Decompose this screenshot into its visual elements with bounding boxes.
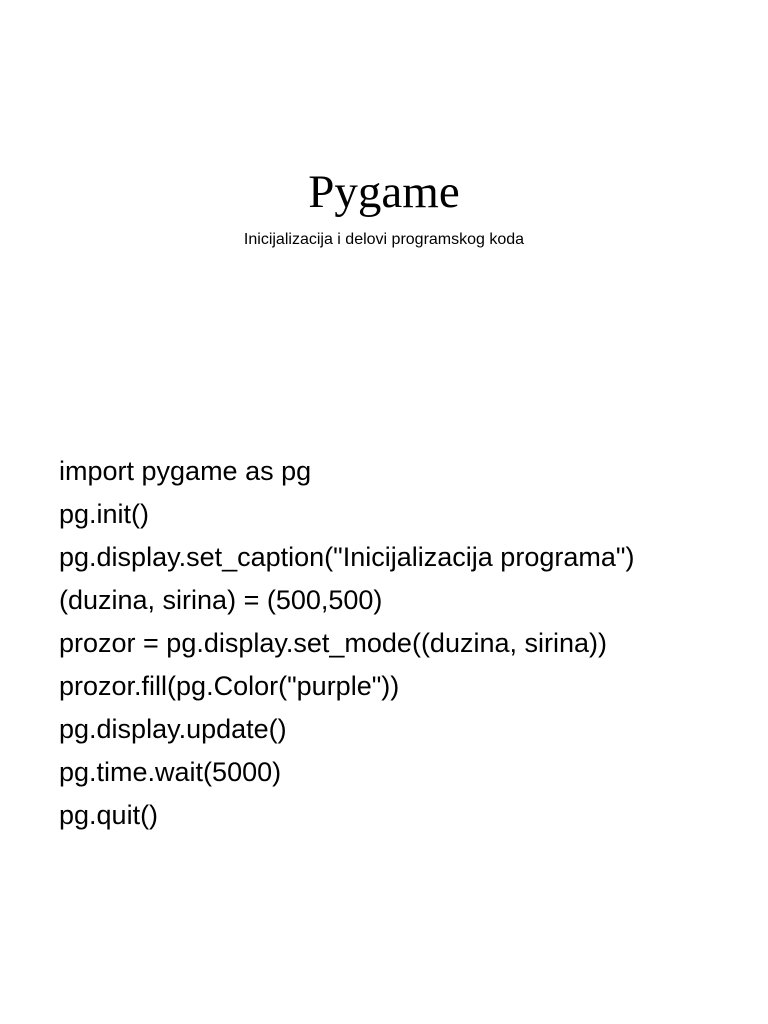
slide-subtitle: Inicijalizacija i delovi programskog koda [243, 231, 525, 248]
code-line: prozor = pg.display.set_mode((duzina, sirina)) [59, 628, 608, 658]
code-line: import pygame as pg [59, 456, 312, 486]
code-line: pg.quit() [59, 800, 159, 830]
code-line: pg.init() [59, 499, 150, 529]
code-line: pg.display.update() [59, 714, 287, 744]
slide-title: Pygame [308, 166, 460, 218]
code-line: prozor.fill(pg.Color("purple")) [59, 671, 400, 701]
code-line: pg.time.wait(5000) [59, 757, 282, 787]
code-block [59, 450, 759, 837]
code-line: pg.display.set_caption("Inicijalizacija programa") [59, 542, 635, 572]
code-line: (duzina, sirina) = (500,500) [59, 585, 383, 615]
